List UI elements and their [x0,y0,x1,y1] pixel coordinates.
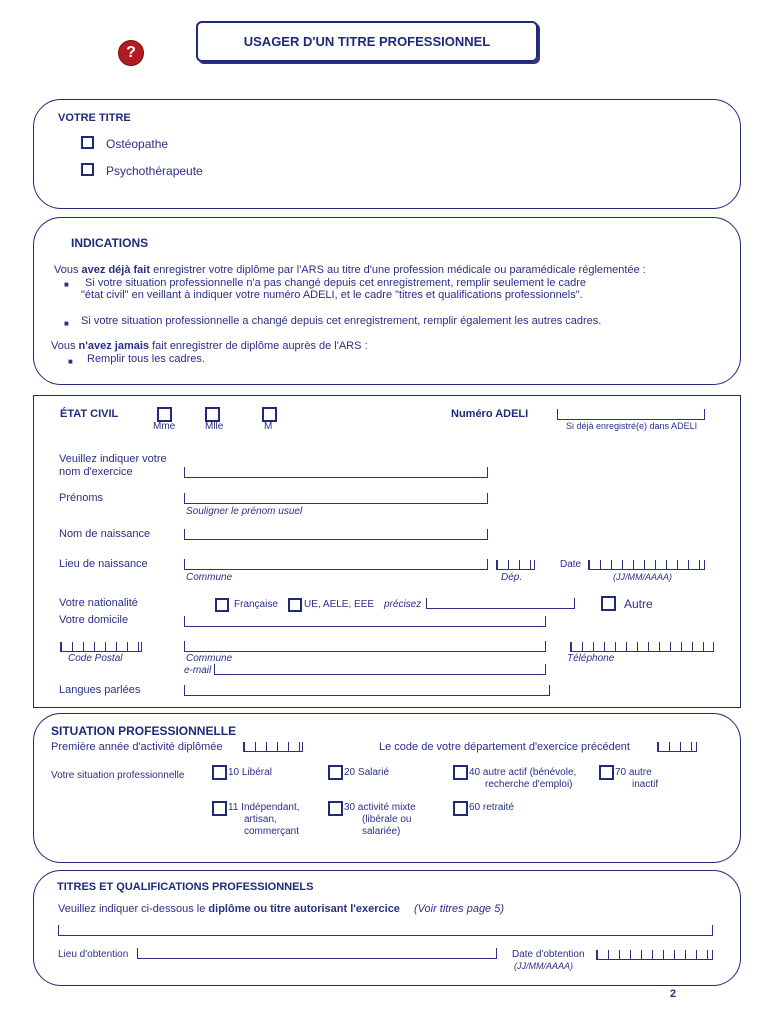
label-40-autre-actif-1: 40 autre actif (bénévole, [469,767,577,778]
label-telephone: Téléphone [567,653,615,664]
code-postal-input[interactable] [60,642,142,652]
adeli-input[interactable] [557,409,705,420]
code-departement-input[interactable] [657,742,697,752]
label-70-autre-2: inactif [632,779,659,790]
langues-input[interactable] [184,685,550,696]
diplome-input[interactable] [58,925,713,936]
titres-intro: Veuillez indiquer ci-dessous le diplôme ou titre autorisant l'exercice (Voir titres page 5) [58,903,505,915]
checkbox-psychotherapeute[interactable] [81,163,94,176]
email-input[interactable] [214,664,546,675]
label-precisez: précisez [384,599,422,610]
label-date-obtention: Date d'obtention [512,949,585,960]
checkbox-mme[interactable] [157,407,172,422]
label-30-mixte-1: 30 activité mixte [344,802,416,813]
indications-line-1: Vous avez déjà fait enregistrer votre diplôme par l'ARS au titre d'une profession médicale ou paramédicale réglementée : [54,264,646,276]
label-30-mixte-3: salariée) [362,826,401,837]
label-nom-naissance: Nom de naissance [59,528,151,540]
help-icon[interactable]: ? [118,40,144,66]
label-osteopathe: Ostéopathe [106,137,169,151]
panel-etat-civil [33,395,741,708]
checkbox-40-autre-actif[interactable] [453,765,468,780]
label-mlle: Mlle [205,421,224,432]
label-dep: Dép. [501,572,523,583]
label-60-retraite: 60 retraité [469,802,515,813]
label-ue: UE, AELE, EEE [304,599,375,610]
adeli-hint: Si déjà enregistré(e) dans ADELI [566,421,698,431]
indications-bullet-1-line-1: Si votre situation professionnelle n'a pas changé depuis cet enregistrement, remplir seulement le cadre [85,277,587,289]
label-70-autre-1: 70 autre [615,767,652,778]
page-number: 2 [670,988,677,1000]
checkbox-ue[interactable] [288,598,302,612]
panel-votre-titre [33,99,741,209]
section-heading-votre-titre: VOTRE TITRE [58,112,131,124]
label-m: M [264,421,273,432]
label-code-postal: Code Postal [68,653,123,664]
date-obtention-input[interactable] [596,950,713,960]
indications-bullet-3: Remplir tous les cadres. [87,353,205,365]
date-format-hint: (JJ/MM/AAAA) [613,572,673,582]
indications-bullet-1-line-2: "état civil" en veillant à indiquer votre numéro ADELI, et le cadre "titres et qualifications professionnels". [81,289,583,301]
label-autre: Autre [624,597,653,611]
bullet-2: ■ [64,319,69,328]
label-10-liberal: 10 Libéral [228,767,272,778]
label-commune: Commune [186,572,233,583]
section-heading-titres: TITRES ET QUALIFICATIONS PROFESSIONNELS [57,881,314,893]
telephone-input[interactable] [570,642,714,652]
domicile-input[interactable] [184,616,546,627]
label-mme: Mme [153,421,176,432]
label-lieu-obtention: Lieu d'obtention [58,949,129,960]
label-20-salarie: 20 Salarié [344,767,390,778]
label-situation-pro: Votre situation professionnelle [51,770,185,781]
nom-exercice-input[interactable] [184,467,488,478]
section-heading-etat-civil: ÉTAT CIVIL [60,408,119,420]
label-commune-domicile: Commune [186,653,233,664]
label-code-departement: Le code de votre département d'exercice précédent [379,741,630,753]
checkbox-osteopathe[interactable] [81,136,94,149]
label-nom-exercice-1: Veuillez indiquer votre [59,453,167,465]
label-numero-adeli: Numéro ADELI [451,408,529,420]
page-title: USAGER D'UN TITRE PROFESSIONNEL [196,21,538,62]
premiere-annee-input[interactable] [243,742,303,752]
checkbox-70-autre-inactif[interactable] [599,765,614,780]
bullet-1: ■ [64,280,69,289]
checkbox-20-salarie[interactable] [328,765,343,780]
checkbox-francaise[interactable] [215,598,229,612]
departement-input[interactable] [496,560,535,570]
indications-line-2: Vous n'avez jamais fait enregistrer de diplôme auprès de l'ARS : [51,340,368,352]
label-11-independant-1: 11 Indépendant, [228,802,300,813]
commune-naissance-input[interactable] [184,559,488,570]
label-11-independant-3: commerçant [244,826,300,837]
label-psychotherapeute: Psychothérapeute [106,164,203,178]
section-heading-situation: SITUATION PROFESSIONNELLE [51,724,237,738]
label-langues: Langues parlées [59,684,141,696]
label-date-naissance: Date [560,559,582,570]
label-40-autre-actif-2: recherche d'emploi) [485,779,573,790]
checkbox-autre[interactable] [601,596,616,611]
date-naissance-input[interactable] [588,560,705,570]
checkbox-mlle[interactable] [205,407,220,422]
label-domicile: Votre domicile [59,614,129,626]
label-prenoms: Prénoms [59,492,104,504]
checkbox-30-activite-mixte[interactable] [328,801,343,816]
label-nom-exercice-2: nom d'exercice [59,466,133,478]
bullet-3: ■ [68,357,73,366]
date-obtention-format: (JJ/MM/AAAA) [514,961,574,971]
indications-bullet-2: Si votre situation professionnelle a changé depuis cet enregistrement, remplir également les autres cadres. [81,315,602,327]
label-premiere-annee: Première année d'activité diplômée [51,741,223,753]
label-lieu-naissance: Lieu de naissance [59,558,148,570]
lieu-obtention-input[interactable] [137,948,497,959]
label-11-independant-2: artisan, [244,814,277,825]
checkbox-11-independant[interactable] [212,801,227,816]
commune-domicile-input[interactable] [184,641,546,652]
checkbox-m[interactable] [262,407,277,422]
precisez-input[interactable] [426,598,575,609]
label-email: e-mail [184,665,212,676]
checkbox-10-liberal[interactable] [212,765,227,780]
section-heading-indications: INDICATIONS [71,236,149,250]
label-francaise: Française [234,599,278,610]
label-nationalite: Votre nationalité [59,597,138,609]
prenoms-input[interactable] [184,493,488,504]
nom-naissance-input[interactable] [184,529,488,540]
checkbox-60-retraite[interactable] [453,801,468,816]
label-30-mixte-2: (libérale ou [362,814,412,825]
prenom-hint: Souligner le prénom usuel [186,506,303,517]
